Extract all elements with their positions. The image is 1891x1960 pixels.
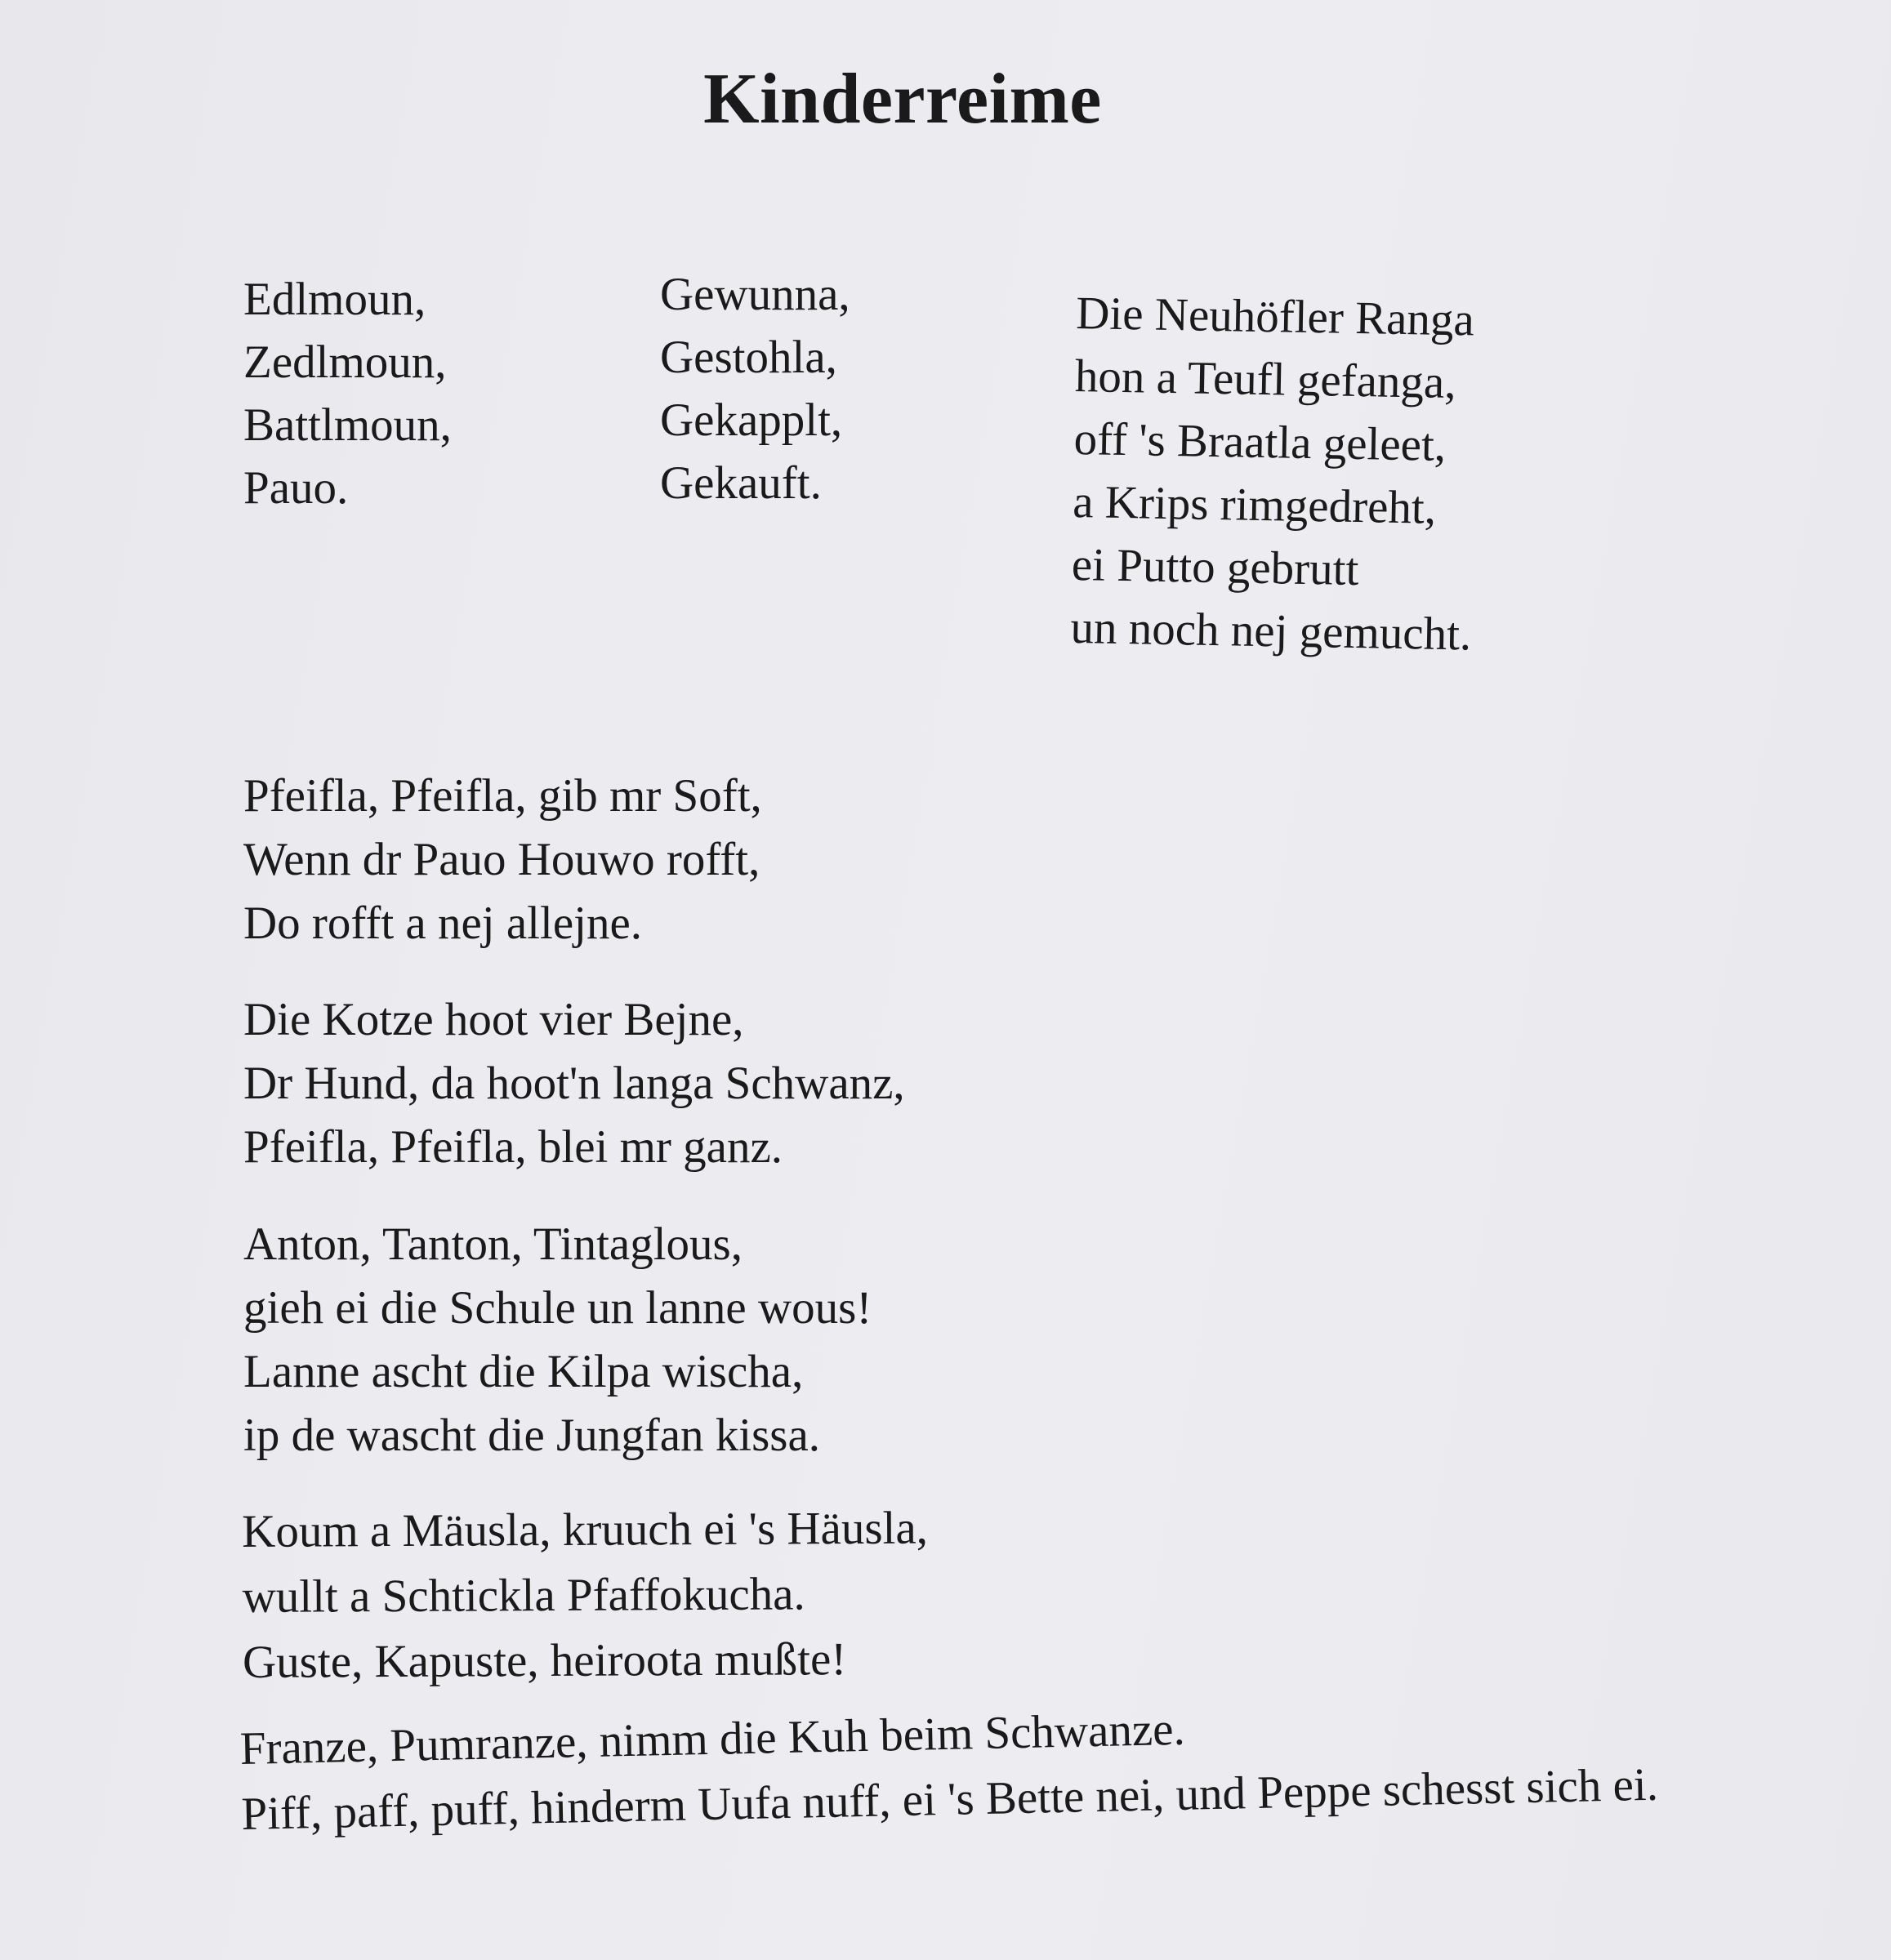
rhyme-stanza-2 [243,988,905,1179]
verse-line: Zedlmoun, [243,336,447,388]
verse-line: Gewunna, [660,269,850,320]
rhyme-stanza-1 [243,764,762,956]
verse-line: gieh ei die Schule un lanne wous! [243,1282,872,1334]
verse-line: hon a Teufl gefanga, [1074,350,1457,409]
page-title: Kinderreime [703,60,1102,139]
verse-line: Die Neuhöfler Ranga [1075,287,1475,346]
verse-line: ip de wascht die Jungfan kissa. [243,1410,821,1461]
rhyme-column-1 [243,268,452,519]
verse-line: ei Putto gebrutt [1071,538,1359,596]
verse-line: Anton, Tanton, Tintaglous, [243,1218,743,1270]
rhyme-column-2 [660,263,850,514]
verse-line: Pfeifla, Pfeifla, blei mr ganz. [243,1121,783,1173]
rhyme-stanza-5 [239,1687,1659,1847]
verse-line: off 's Braatla geleet, [1073,412,1447,471]
verse-line: Pfeifla, Pfeifla, gib mr Soft, [243,770,762,822]
verse-line: Do rofft a nej allejne. [243,898,643,949]
verse-line: a Krips rimgedreht, [1072,475,1437,534]
rhyme-column-3 [1070,282,1478,666]
verse-line: Koum a Mäusla, kruuch ei 's Häusla, [242,1502,929,1557]
verse-line: Wenn dr Pauo Houwo rofft, [243,834,760,885]
verse-line: Guste, Kapuste, heiroota mußte! [242,1633,847,1688]
verse-line: un noch nej gemucht. [1070,601,1472,661]
verse-line: Battlmoun, [243,399,452,451]
verse-line: Gestohla, [660,332,837,383]
verse-line: Pauo. [243,462,349,514]
verse-line: Die Kotze hoot vier Bejne, [243,994,744,1045]
verse-line: Franze, Pumranze, nimm die Kuh beim Schwanze. [239,1703,1186,1775]
verse-line: Gekauft. [660,457,822,509]
verse-line: Gekapplt, [660,394,843,446]
rhyme-stanza-3 [243,1213,872,1468]
verse-line: wullt a Schtickla Pfaffokucha. [242,1568,805,1623]
verse-line: Lanne ascht die Kilpa wischa, [243,1346,804,1397]
rhyme-stanza-4 [242,1496,929,1695]
verse-line: Dr Hund, da hoot'n langa Schwanz, [243,1058,905,1109]
verse-line: Piff, paff, puff, hinderm Uufa nuff, ei 's Bette nei, und Peppe schesst sich ei. [240,1758,1659,1840]
verse-line: Edlmoun, [243,274,426,325]
